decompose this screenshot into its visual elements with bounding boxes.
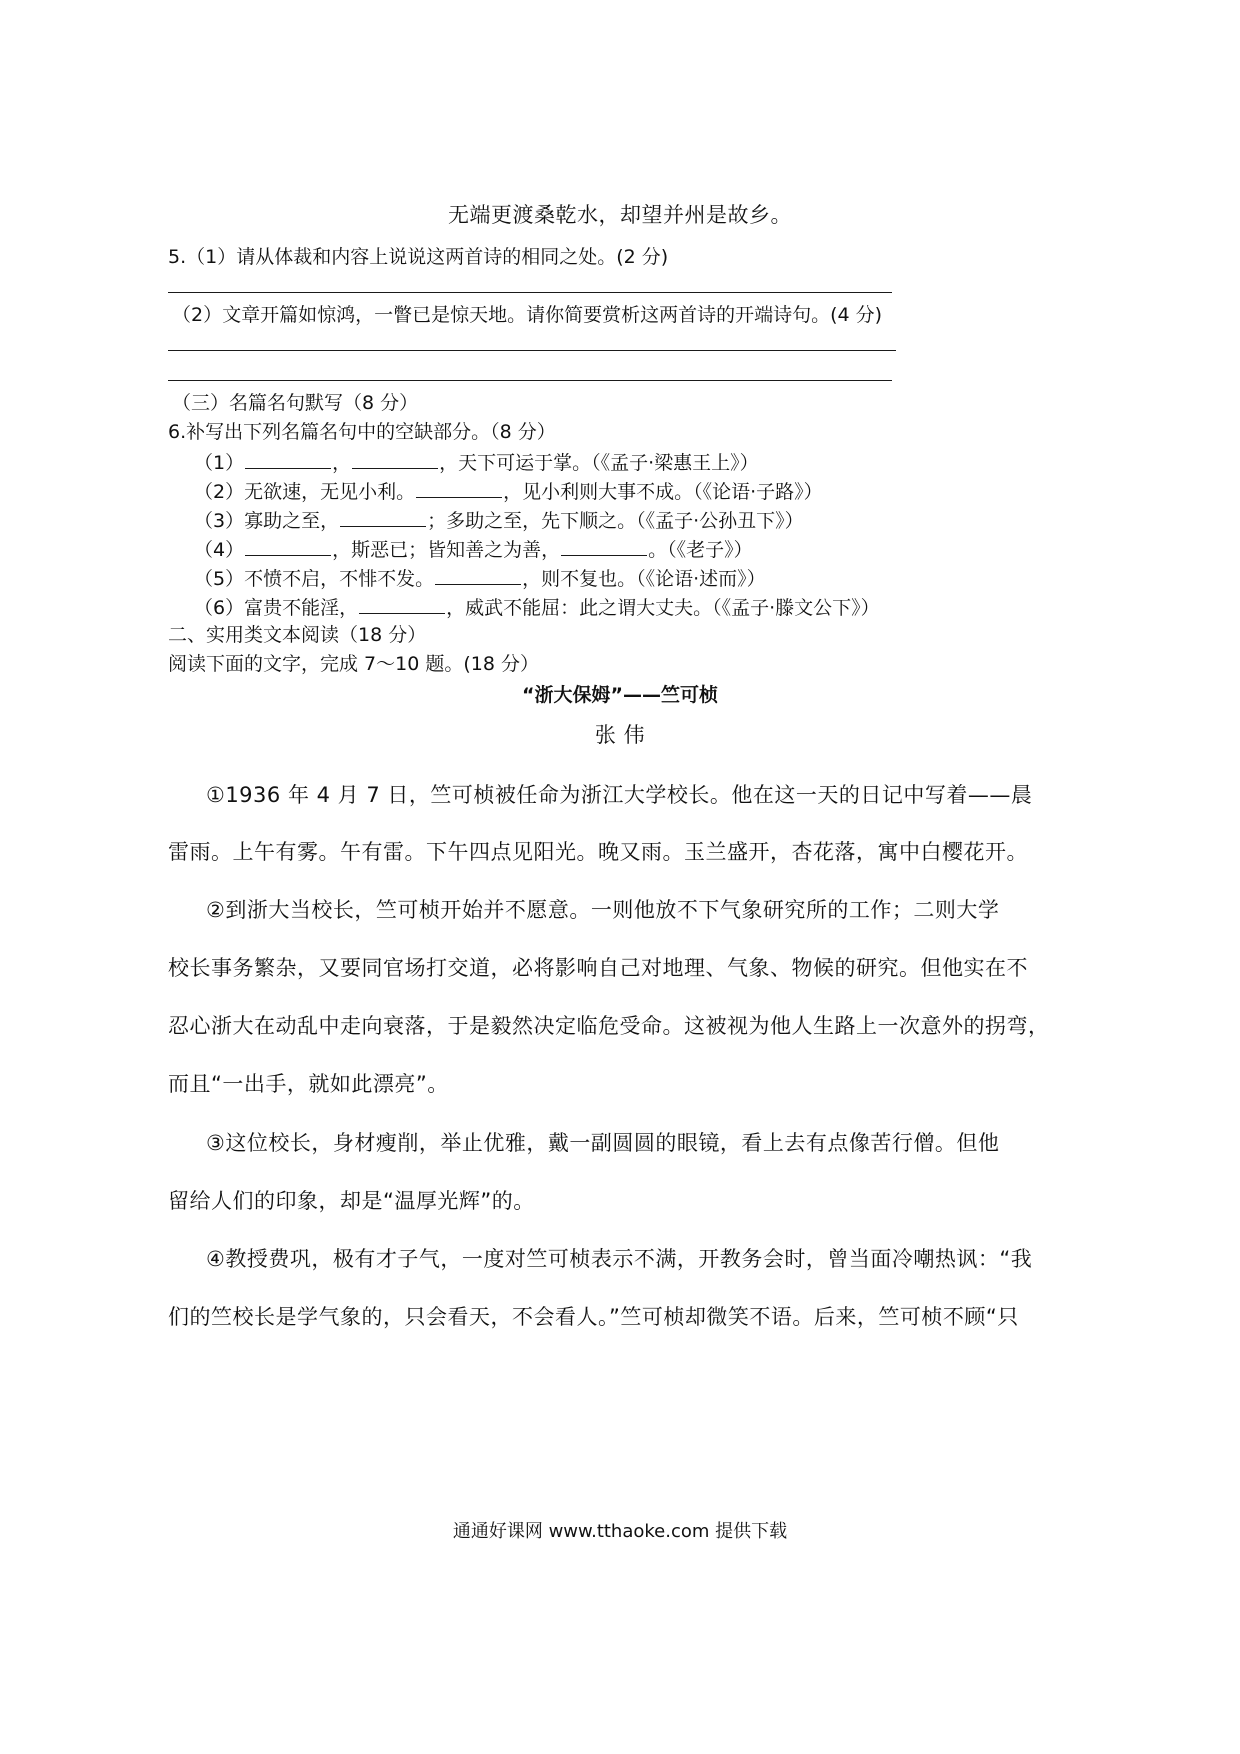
question-6-item-1: （1） ， ，天下可运于掌。（《孟子·梁惠王上》）: [194, 448, 759, 476]
question-5-part-2: （2）文章开篇如惊鸿，一瞥已是惊天地。请你简要赏析这两首诗的开端诗句。(4 分): [172, 304, 883, 326]
article-line: 忍心浙大在动乱中走向衰落，于是毅然决定临危受命。这被视为他人生路上一次意外的拐弯，: [168, 1014, 1050, 1038]
answer-line: [168, 380, 892, 381]
article-line: ①1936 年 4 月 7 日，竺可桢被任命为浙江大学校长。他在这一天的日记中写着——晨: [206, 783, 1033, 807]
part-2-title: 二、实用类文本阅读（18 分）: [168, 624, 427, 646]
question-6-item-4: （4） ，斯恶已；皆知善之为善， 。（《老子》）: [194, 535, 753, 563]
article-line: 留给人们的印象，却是“温厚光辉”的。: [168, 1189, 535, 1213]
article-line: 校长事务繁杂，又要同官场打交道，必将影响自己对地理、气象、物候的研究。但他实在不: [168, 956, 1028, 980]
page-footer: 通通好课网 www.tthaoke.com 提供下载: [452, 1521, 788, 1542]
article-line: 们的竺校长是学气象的，只会看天，不会看人。”竺可桢却微笑不语。后来，竺可桢不顾“只: [168, 1305, 1019, 1329]
question-6-title: 6.补写出下列名篇名句中的空缺部分。（8 分）: [168, 421, 556, 443]
article-line: ③这位校长，身材瘦削，举止优雅，戴一副圆圆的眼镜，看上去有点像苦行僧。但他: [206, 1131, 1000, 1155]
article-author: 张 伟: [594, 723, 646, 747]
article-line: 而且“一出手，就如此漂亮”。: [168, 1072, 449, 1096]
question-6-item-3: （3）寡助之至， ；多助之至，先下顺之。（《孟子·公孙丑下》）: [194, 506, 804, 534]
article-line: ④教授费巩，极有才子气，一度对竺可桢表示不满，开教务会时，曾当面冷嘲热讽：“我: [206, 1247, 1033, 1271]
poem-line: 无端更渡桑乾水，却望并州是故乡。: [448, 203, 792, 227]
article-line: 雷雨。上午有雾。午有雷。下午四点见阳光。晚又雨。玉兰盛开，杏花落，寓中白樱花开。: [168, 840, 1028, 864]
article-title: “浙大保姆”——竺可桢: [522, 684, 718, 706]
part-2-instruction: 阅读下面的文字，完成 7～10 题。(18 分）: [168, 653, 539, 675]
question-6-item-5: （5）不愤不启，不悱不发。 ，则不复也。（《论语·述而》）: [194, 564, 766, 592]
article-line: ②到浙大当校长，竺可桢开始并不愿意。一则他放不下气象研究所的工作；二则大学: [206, 898, 1000, 922]
question-5-part-1: 5.（1）请从体裁和内容上说说这两首诗的相同之处。(2 分): [168, 246, 669, 268]
question-6-item-6: （6）富贵不能淫， ，威武不能屈：此之谓大丈夫。（《孟子·滕文公下》）: [194, 593, 880, 621]
section-3-title: （三）名篇名句默写（8 分）: [172, 392, 419, 414]
answer-line: [168, 350, 896, 351]
answer-line: [168, 292, 892, 293]
question-6-item-2: （2）无欲速，无见小利。 ，见小利则大事不成。（《论语·子路》）: [194, 477, 823, 505]
